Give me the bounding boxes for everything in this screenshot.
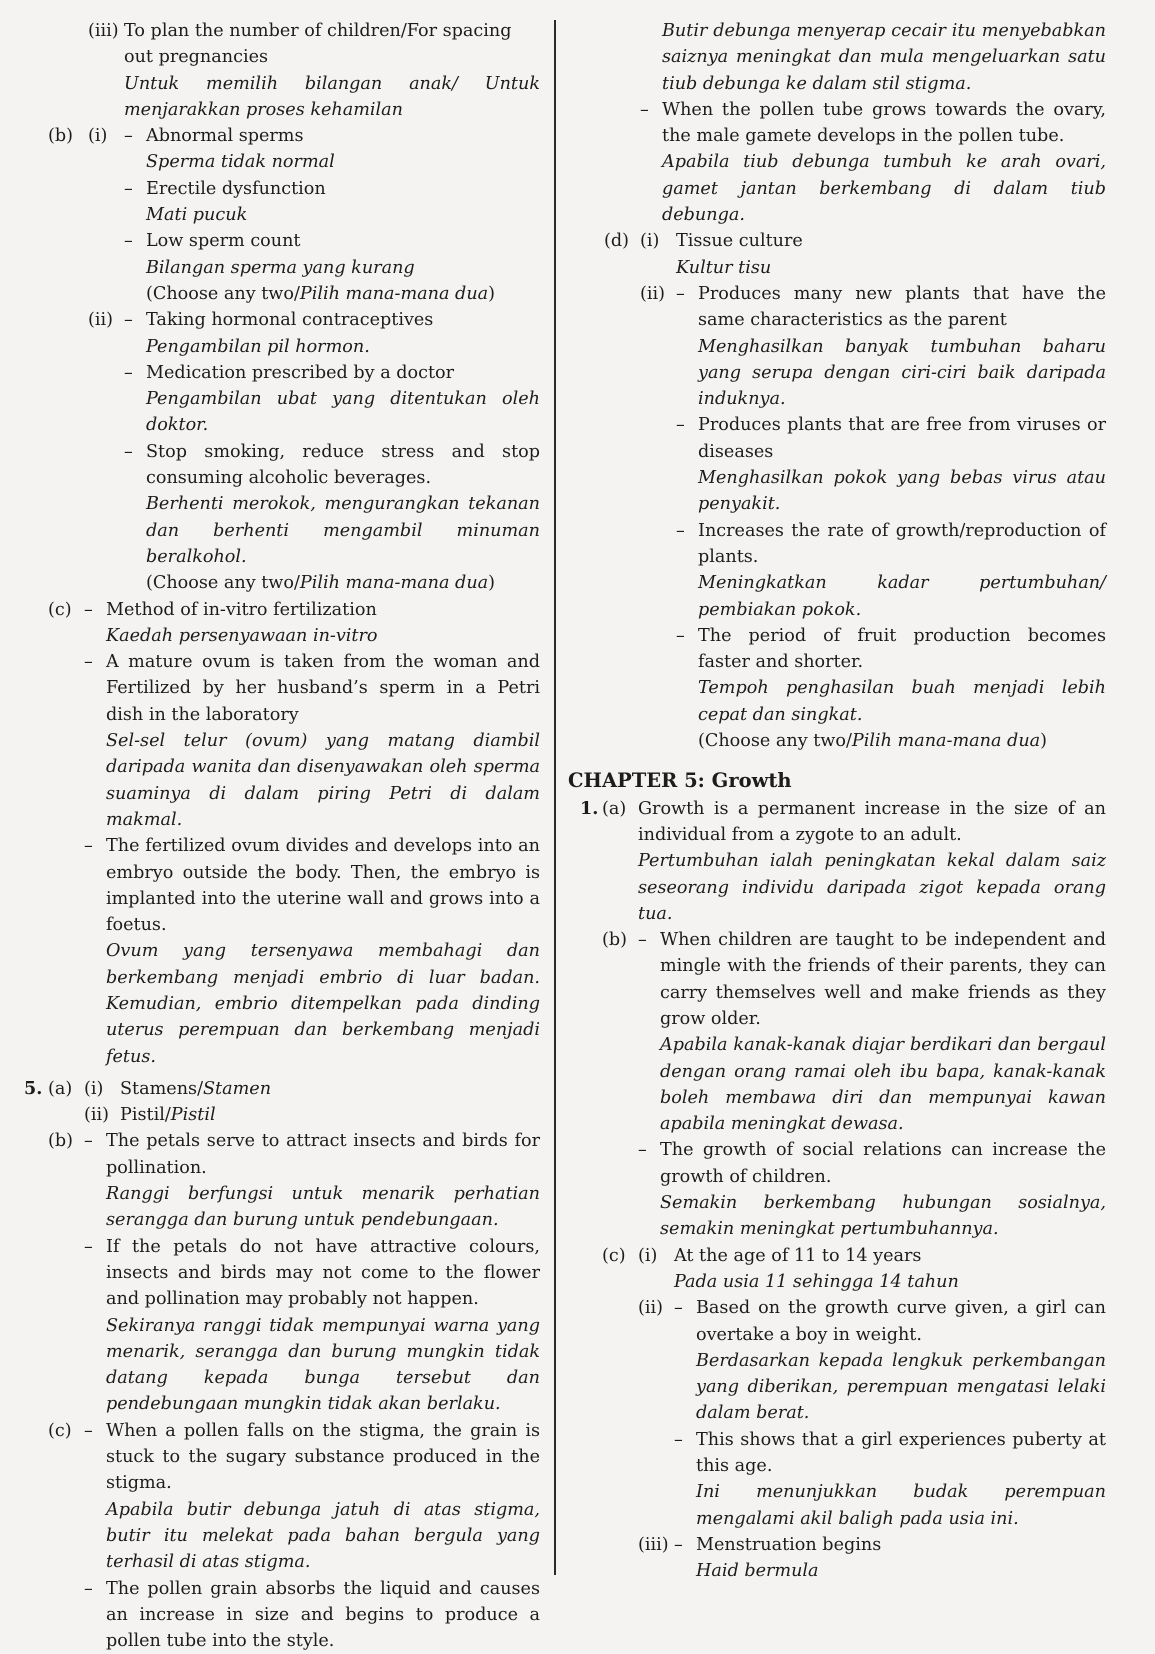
answer-text: Stop smoking, reduce stress and stop consuming alcoholic beverages. — [146, 441, 540, 489]
list-item: – Stop smoking, reduce stress and stop consuming alcoholic beverages. Berhenti merokok, mengurangkan tekanan dan berhenti mengambil minuman beralkohol. (Choose any two/Pilih mana-mana dua) — [124, 439, 540, 597]
answer-text-malay: Apabila kanak-kanak diajar berdikari dan bergaul dengan orang ramai oleh ibu bapa, kanak-kanak boleh membawa diri dan mempunyai kawan apabila meningkat dewasa. — [660, 1035, 1106, 1135]
list-item: – Produces many new plants that have the same characteristics as the parent Menghasilkan banyak tumbuhan baharu yang serupa dengan ciri-ciri baik daripada induknya. — [676, 281, 1106, 412]
answer-text: Method of in-vitro fertilization — [106, 599, 377, 620]
answer-text: Based on the growth curve given, a girl can overtake a boy in weight. — [696, 1298, 1106, 1345]
continued-text — [568, 18, 1106, 97]
answer-text: Produces many new plants that have the same characteristics as the parent — [698, 283, 1106, 331]
item-b-iii — [10, 18, 540, 123]
label-ii: (ii) — [638, 1298, 663, 1319]
q1-c-i — [638, 1243, 1106, 1296]
label-b: (b) — [602, 930, 627, 951]
list-item: – Increases the rate of growth/reproduction of plants. Meningkatkan kadar pertumbuhan/ pembiakan pokok. — [676, 518, 1106, 623]
label-c: (c) — [48, 1420, 72, 1441]
choose-note: (Choose any two/Pilih mana-mana dua) — [146, 573, 496, 594]
q5-part-c — [10, 1418, 540, 1654]
list-item: – Based on the growth curve given, a girl can overtake a boy in weight. Berdasarkan kepada lengkuk perkembangan yang diberikan, perempuan mengatasi lelaki dalam berat. — [674, 1295, 1106, 1426]
q1-c-ii — [638, 1295, 1106, 1532]
chapter-heading: CHAPTER 5: Growth — [568, 769, 792, 793]
list-item: – Abnormal sperms Sperma tidak normal — [124, 123, 540, 176]
q1-part-c — [602, 1243, 1106, 1585]
list-item: – Erectile dysfunction Mati pucuk — [124, 176, 540, 229]
part-d — [568, 228, 1106, 754]
answer-text-malay: Semakin berkembang hubungan sosialnya, semakin meningkat pertumbuhannya. — [660, 1193, 1106, 1240]
list-item: – When children are taught to be independent and mingle with the friends of their parents, they can carry themselves well and make friends as they grow older. Apabila kanak-kanak diajar berdikari dan bergaul dengan orang ramai oleh ibu bapa, kanak-kanak boleh membawa diri dan mempunyai kawan apabila meningkat dewasa. — [638, 927, 1106, 1137]
list-item: – Produces plants that are free from viruses or diseases Menghasilkan pokok yang bebas virus atau penyakit. — [676, 412, 1106, 517]
list-item: – The period of fruit production becomes faster and shorter. Tempoh penghasilan buah menjadi lebih cepat dan singkat. (Choose any two/Pilih mana-mana dua) — [676, 623, 1106, 754]
label-i: (i) — [84, 1078, 104, 1099]
q1-part-b — [602, 927, 1106, 1243]
answer-text-malay: Mati pucuk — [146, 205, 248, 226]
answer-text: The growth of social relations can increase the growth of children. — [660, 1140, 1106, 1187]
answer-text-malay: Ranggi berfungsi untuk menarik perhatian serangga dan burung untuk pendebungaan. — [106, 1184, 540, 1231]
q5-a-i — [84, 1076, 540, 1102]
answer-text: The pollen grain absorbs the liquid and causes an increase in size and begins to produce a pollen tube into the style. — [106, 1578, 540, 1652]
answer-text-malay: Pada usia 11 sehingga 14 tahun — [674, 1271, 959, 1292]
answer-text-malay: Untuk memilih bilangan anak/ Untuk menjarakkan proses kehamilan — [124, 73, 540, 120]
answer-text: Erectile dysfunction — [146, 178, 326, 199]
label-b: (b) — [48, 1131, 73, 1152]
part-b — [10, 123, 540, 596]
list-item: – The petals serve to attract insects and birds for pollination. Ranggi berfungsi untuk menarik perhatian serangga dan burung untuk pendebungaan. — [84, 1128, 540, 1233]
answer-text: When the pollen tube grows towards the ovary, the male gamete develops in the pollen tube. — [662, 99, 1106, 147]
part-b-ii — [88, 307, 540, 596]
answer-text-malay: Berhenti merokok, mengurangkan tekanan dan berhenti mengambil minuman beralkohol. — [146, 494, 540, 567]
answer-text: Menstruation begins — [696, 1534, 882, 1555]
answer-text: At the age of 11 to 14 years — [674, 1245, 922, 1266]
answer-text-malay: Apabila butir debunga jatuh di atas stigma, butir itu melekat pada bahan bergula yang terhasil di atas stigma. — [106, 1499, 540, 1573]
answer-text: Medication prescribed by a doctor — [146, 362, 455, 383]
question-number: 5. — [24, 1077, 43, 1099]
answer-text-malay: Sperma tidak normal — [146, 152, 335, 173]
list-item: – The fertilized ovum divides and develops into an embryo outside the body. Then, the embryo is implanted into the uterine wall and grows into a foetus. Ovum yang tersenyawa membahagi dan berkembang menjadi embrio di luar badan. Kemudian, embrio ditempelkan pada dinding uterus perempuan dan berkembang menjadi fetus. — [84, 833, 540, 1070]
q1-c-iii: (iii) – Menstruation begins Haid bermula — [638, 1532, 1106, 1585]
part-d-ii — [640, 281, 1106, 754]
label-d: (d) — [604, 231, 629, 252]
label-b: (b) — [48, 126, 73, 147]
answer-text: Abnormal sperms — [146, 126, 304, 147]
answer-text-malay: Pengambilan ubat yang ditentukan oleh doktor. — [146, 389, 540, 436]
q5-part-b — [10, 1128, 540, 1417]
choose-note: (Choose any two/Pilih mana-mana dua) — [146, 283, 496, 304]
answer-text: To plan the number of children/For spacing out pregnancies — [124, 21, 512, 68]
label-ii: (ii) — [640, 283, 665, 304]
answer-text-malay: Bilangan sperma yang kurang — [146, 257, 415, 278]
label-i: (i) — [640, 231, 660, 252]
answer-text-malay: Berdasarkan kepada lengkuk perkembangan yang diberikan, perempuan mengatasi lelaki dalam berat. — [696, 1350, 1106, 1424]
label-i: (i) — [88, 126, 108, 147]
question-1 — [568, 796, 1106, 1585]
label-i: (i) — [638, 1245, 658, 1266]
answer-text-malay: Sekiranya ranggi tidak mempunyai warna yang menarik, serangga dan burung mungkin tidak datang kepada bunga tersebut dan pendebungaan mungkin tidak akan berlaku. — [106, 1315, 540, 1415]
list-item: – Taking hormonal contraceptives Pengambilan pil hormon. — [124, 307, 540, 360]
part-c — [10, 597, 540, 1070]
answer-text: Stamens/Stamen — [120, 1078, 272, 1099]
column-divider — [554, 20, 556, 1575]
question-number: 1. — [580, 797, 599, 819]
choose-note: (Choose any two/Pilih mana-mana dua) — [698, 731, 1048, 752]
answer-text: Low sperm count — [146, 231, 301, 252]
label-c: (c) — [48, 599, 72, 620]
answer-text: Pistil/Pistil — [120, 1105, 216, 1126]
left-column — [10, 18, 540, 1654]
answer-text-malay: Meningkatkan kadar pertumbuhan/ pembiakan pokok. — [698, 573, 1106, 620]
list-item: – If the petals do not have attractive colours, insects and birds may not come to the flower and pollination may probably not happen. Sekiranya ranggi tidak mempunyai warna yang menarik, serangga dan burung mungkin tidak datang kepada bunga tersebut dan pendebungaan mungkin tidak akan berlaku. — [84, 1234, 540, 1418]
answer-text-malay: Kaedah persenyawaan in-vitro — [106, 625, 378, 646]
answer-text-malay: Butir debunga menyerap cecair itu menyebabkan saiznya meningkat dan mula mengeluarkan satu tiub debunga ke dalam stil stigma. — [662, 21, 1106, 94]
answer-text: Tissue culture — [676, 231, 803, 252]
answer-text-malay: Pertumbuhan ialah peningkatan kekal dalam saiz seseorang individu daripada zigot kepada orang tua. — [638, 851, 1106, 924]
label-ii: (ii) — [88, 310, 113, 331]
answer-text-malay: Apabila tiub debunga tumbuh ke arah ovari, gamet jantan berkembang di dalam tiub debunga. — [662, 152, 1106, 226]
q5-part-a — [48, 1076, 540, 1102]
part-b-i — [88, 123, 540, 307]
list-item: – When the pollen tube grows towards the ovary, the male gamete develops in the pollen tube. Apabila tiub debunga tumbuh ke arah ovari, gamet jantan berkembang di dalam tiub debunga. — [568, 97, 1106, 228]
q5-a-ii — [48, 1102, 540, 1128]
answer-text: If the petals do not have attractive colours, insects and birds may not come to the flower and pollination may probably not happen. — [106, 1236, 540, 1310]
q1-part-a — [602, 796, 1106, 927]
list-item: – When a pollen falls on the stigma, the grain is stuck to the sugary substance produced in the stigma. Apabila butir debunga jatuh di atas stigma, butir itu melekat pada bahan bergula yang terhasil di atas stigma. — [84, 1418, 540, 1576]
label-a: (a) — [602, 798, 627, 819]
label-iii: (iii) — [638, 1534, 669, 1555]
answer-text-malay: Ini menunjukkan budak perempuan mengalami akil baligh pada usia ini. — [696, 1482, 1106, 1529]
list-item: – Low sperm count Bilangan sperma yang kurang (Choose any two/Pilih mana-mana dua) — [124, 228, 540, 307]
list-item: – The pollen grain absorbs the liquid and causes an increase in size and begins to produce a pollen tube into the style. — [84, 1576, 540, 1654]
list-item: – Method of in-vitro fertilization Kaedah persenyawaan in-vitro — [84, 597, 540, 650]
list-item: – Medication prescribed by a doctor Pengambilan ubat yang ditentukan oleh doktor. — [124, 360, 540, 439]
answer-text-malay: Haid bermula — [696, 1561, 819, 1582]
answer-text: The fertilized ovum divides and develops into an embryo outside the body. Then, the embryo is implanted into the uterine wall and grows into a foetus. — [106, 836, 540, 936]
list-item: – A mature ovum is taken from the woman and Fertilized by her husband’s sperm in a Petri dish in the laboratory Sel-sel telur (ovum) yang matang diambil daripada wanita dan disenyawakan oleh sperma suaminya di dalam piring Petri di dalam makmal. — [84, 649, 540, 833]
part-d-i — [640, 228, 1106, 281]
answer-text: A mature ovum is taken from the woman and Fertilized by her husband’s sperm in a Petri dish in the laboratory — [106, 652, 540, 725]
answer-text-malay: Sel-sel telur (ovum) yang matang diambil daripada wanita dan disenyawakan oleh sperma suaminya di dalam piring Petri di dalam makmal. — [106, 731, 540, 830]
answer-text-malay: Pengambilan pil hormon. — [146, 336, 370, 357]
label-iii: (iii) — [88, 21, 119, 41]
answer-text: The period of fruit production becomes faster and shorter. — [698, 625, 1106, 673]
answer-text-malay: Ovum yang tersenyawa membahagi dan berkembang menjadi embrio di luar badan. Kemudian, embrio ditempelkan pada dinding uterus perempuan dan berkembang menjadi fetus. — [106, 941, 540, 1067]
list-item: – This shows that a girl experiences puberty at this age. Ini menunjukkan budak perempuan mengalami akil baligh pada usia ini. — [674, 1427, 1106, 1532]
answer-text-malay: Menghasilkan pokok yang bebas virus atau penyakit. — [698, 468, 1106, 515]
answer-text: The petals serve to attract insects and birds for pollination. — [106, 1131, 540, 1178]
question-5 — [10, 1076, 540, 1129]
label-ii: (ii) — [84, 1105, 109, 1126]
answer-text: Taking hormonal contraceptives — [146, 310, 434, 331]
answer-text: Growth is a permanent increase in the size of an individual from a zygote to an adult. — [638, 798, 1106, 845]
answer-text: Increases the rate of growth/reproduction of plants. — [698, 520, 1106, 567]
answer-text: This shows that a girl experiences puberty at this age. — [696, 1429, 1106, 1477]
label-a: (a) — [48, 1078, 73, 1099]
right-column — [568, 18, 1106, 1585]
answer-text-malay: Menghasilkan banyak tumbuhan baharu yang serupa dengan ciri-ciri baik daripada induknya. — [698, 336, 1106, 410]
answer-text: When a pollen falls on the stigma, the grain is stuck to the sugary substance produced in the stigma. — [106, 1420, 540, 1494]
list-item: – The growth of social relations can increase the growth of children. Semakin berkembang hubungan sosialnya, semakin meningkat pertumbuhannya. — [638, 1137, 1106, 1242]
label-c: (c) — [602, 1245, 626, 1266]
answer-text-malay: Kultur tisu — [676, 257, 772, 278]
answer-text: Produces plants that are free from viruses or diseases — [698, 415, 1106, 462]
answer-text-malay: Tempoh penghasilan buah menjadi lebih cepat dan singkat. — [698, 678, 1106, 725]
answer-text: When children are taught to be independent and mingle with the friends of their parents, they can carry themselves well and make friends as they grow older. — [660, 930, 1106, 1029]
